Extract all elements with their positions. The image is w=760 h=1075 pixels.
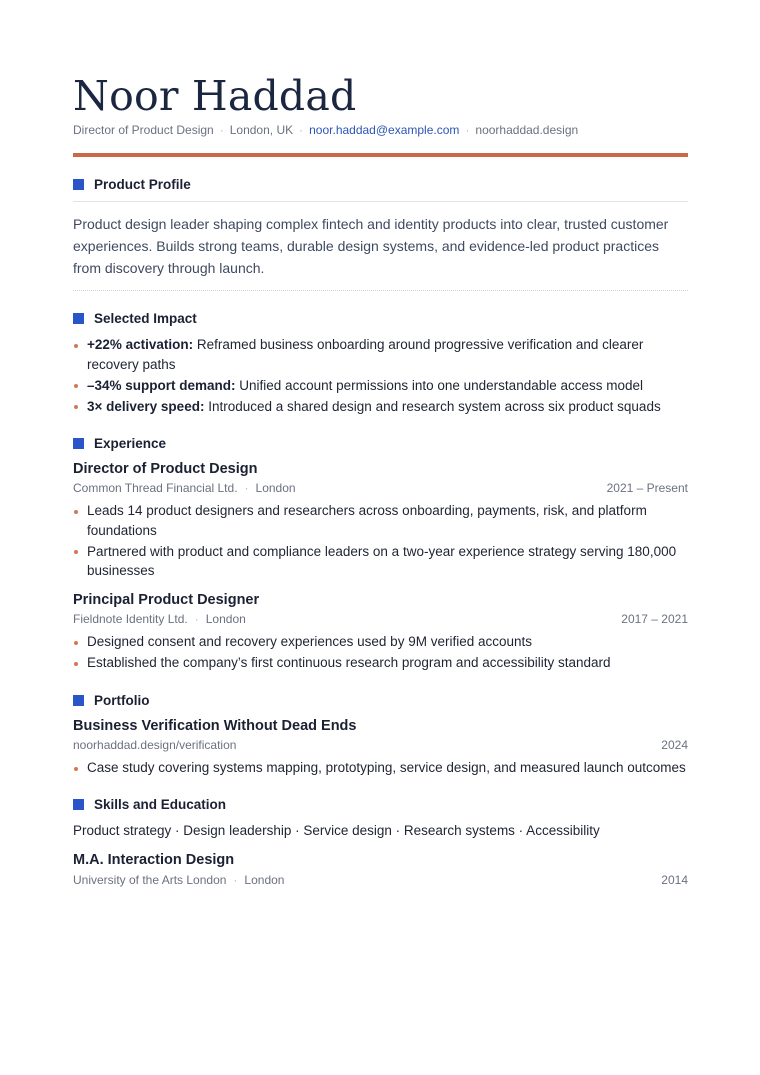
project-year: 2024 (661, 738, 688, 752)
separator: · (244, 481, 249, 495)
candidate-name: Noor Haddad (73, 72, 357, 120)
project-meta (73, 738, 688, 752)
section-title: Skills and Education (94, 796, 227, 812)
separator: · (194, 612, 199, 626)
graduation-year: 2014 (661, 873, 688, 887)
section-heading-impact (73, 310, 197, 326)
section-divider (73, 201, 688, 202)
role-bullets (73, 632, 688, 674)
section-marker (73, 179, 84, 190)
profile-summary: Product design leader shaping complex fintech and identity products into clear, trusted customer experiences. Builds strong teams, durable design systems, and evidence-led product practices from discovery through launch. (73, 216, 669, 276)
separator: · (219, 123, 224, 137)
impact-text: Unified account permissions into one understandable access model (235, 377, 644, 393)
section-divider (73, 290, 688, 291)
separator: · (233, 873, 238, 887)
section-title: Product Profile (94, 176, 191, 192)
role-location: London (255, 481, 296, 495)
project-bullets (73, 758, 688, 779)
impact-text: Introduced a shared design and research system across six product squads (204, 398, 661, 414)
job-title: Director of Product Design (73, 123, 214, 137)
role-location: London (205, 612, 246, 626)
impact-item (73, 335, 688, 374)
section-marker (73, 695, 84, 706)
section-title: Selected Impact (94, 310, 197, 326)
impact-text: Reframed business onboarding around progressive verification and clearer recovery paths (87, 337, 644, 372)
separator: · (465, 123, 470, 137)
section-title: Experience (94, 435, 167, 451)
role-title: Director of Product Design (73, 461, 258, 477)
role-bullets (73, 501, 688, 582)
role-bullet: Leads 14 product designers and researchers across onboarding, payments, risk, and platform foundations (73, 501, 688, 540)
section-marker (73, 799, 84, 810)
section-marker (73, 313, 84, 324)
project-link[interactable]: noorhaddad.design/verification (73, 738, 237, 752)
section-heading-skills (73, 796, 226, 812)
impact-metric: –34% support demand: (87, 377, 236, 393)
location: London, UK (229, 123, 294, 137)
company-name: Fieldnote Identity Ltd. (73, 612, 188, 626)
section-heading-experience (73, 435, 166, 451)
section-heading-portfolio (73, 692, 150, 708)
education-meta (73, 873, 688, 887)
role-bullet: Established the company’s first continuous research program and accessibility standard (73, 653, 688, 673)
website-link[interactable]: noorhaddad.design (475, 123, 579, 137)
impact-metric: +22% activation: (87, 337, 194, 352)
company-name: Common Thread Financial Ltd. (73, 481, 238, 495)
section-title: Portfolio (94, 692, 150, 708)
contact-line (73, 123, 578, 137)
role-title: Principal Product Designer (73, 592, 260, 608)
section-marker (73, 438, 84, 449)
impact-item (73, 397, 688, 417)
role-bullet: Designed consent and recovery experiences used by 9M verified accounts (73, 632, 688, 652)
role-bullet: Partnered with product and compliance leaders on a two-year experience strategy serving 180,000 businesses (73, 542, 688, 581)
school-location: London (244, 873, 285, 887)
section-heading-profile (73, 176, 191, 192)
impact-list (73, 335, 688, 418)
role-dates: 2021 – Present (606, 481, 688, 495)
impact-metric: 3× delivery speed: (87, 398, 205, 414)
role-meta (73, 481, 688, 495)
header-accent-rule (73, 153, 688, 157)
skills-list: Product strategy · Design leadership · Service design · Research systems · Accessibility (73, 823, 600, 838)
separator: · (299, 123, 304, 137)
school-name: University of the Arts London (73, 873, 227, 887)
degree-title: M.A. Interaction Design (73, 852, 235, 868)
role-dates: 2017 – 2021 (621, 612, 688, 626)
email-link[interactable]: noor.haddad@example.com (309, 123, 460, 137)
impact-item (73, 376, 688, 396)
role-meta (73, 612, 688, 626)
project-title: Business Verification Without Dead Ends (73, 718, 357, 734)
project-bullet: Case study covering systems mapping, prototyping, service design, and measured launch outcomes (73, 758, 688, 778)
